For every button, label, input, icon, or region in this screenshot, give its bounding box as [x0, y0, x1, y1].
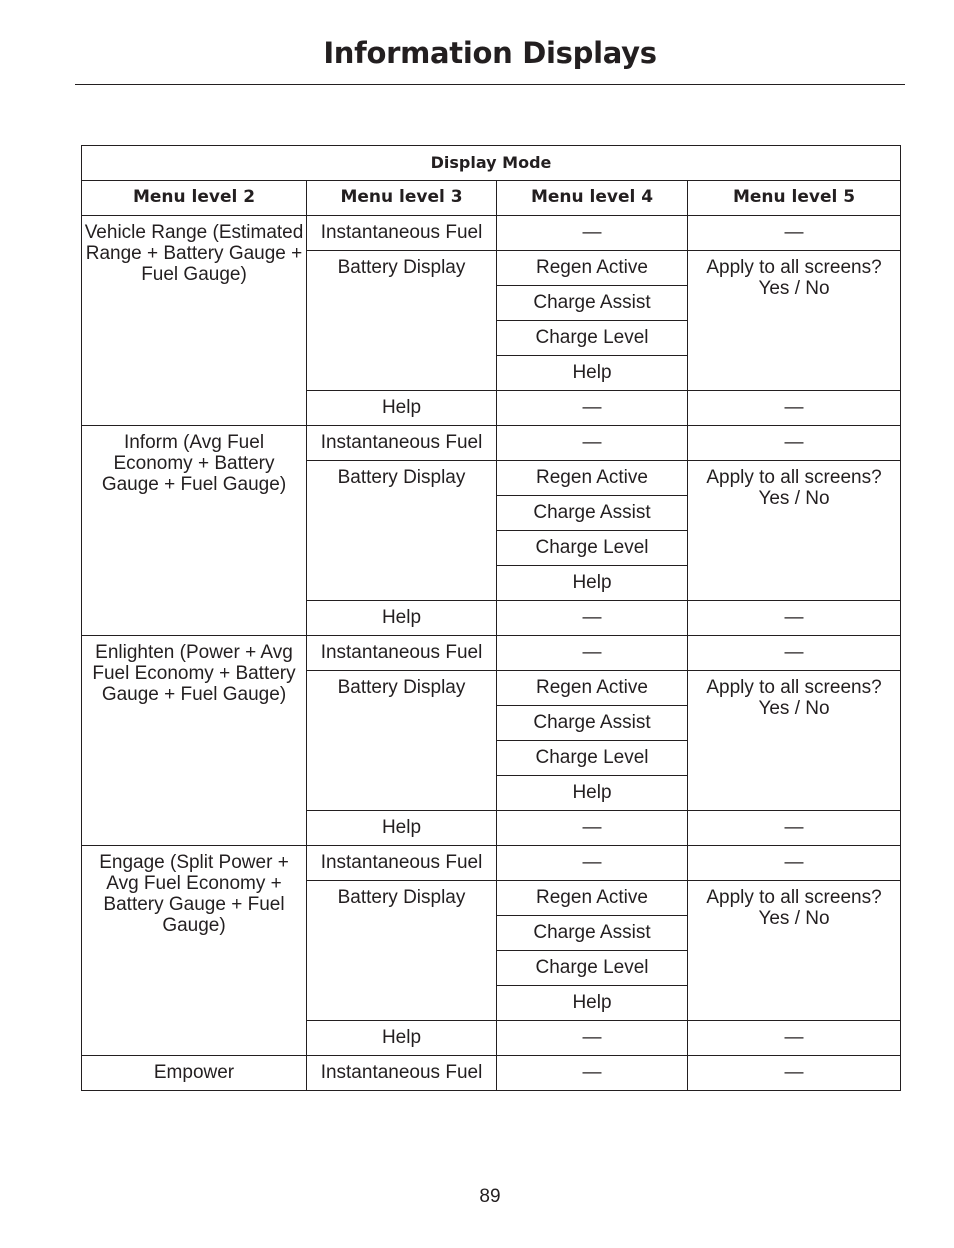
table-caption: Display Mode	[82, 146, 901, 181]
menu-level5-cell: Apply to all screens? Yes / No	[688, 251, 901, 391]
column-header-level4: Menu level 4	[497, 181, 688, 216]
menu-level3-cell: Instantaneous Fuel	[307, 846, 497, 881]
menu-level5-cell: —	[688, 1056, 901, 1091]
menu-level5-cell: —	[688, 846, 901, 881]
menu-level4-cell: —	[497, 216, 688, 251]
menu-level4-cell: —	[497, 601, 688, 636]
menu-level4-cell: —	[497, 426, 688, 461]
menu-level3-cell: Help	[307, 1021, 497, 1056]
table-body	[82, 216, 901, 1091]
table-row	[82, 1056, 901, 1091]
column-header-level5: Menu level 5	[688, 181, 901, 216]
menu-level3-cell: Battery Display	[307, 671, 497, 811]
menu-level2-cell: Enlighten (Power + Avg Fuel Economy + Battery Gauge + Fuel Gauge)	[82, 636, 307, 846]
menu-level4-cell: Charge Level	[497, 531, 688, 566]
menu-level3-cell: Battery Display	[307, 251, 497, 391]
menu-level4-cell: Help	[497, 566, 688, 601]
menu-level5-cell: Apply to all screens? Yes / No	[688, 671, 901, 811]
menu-level3-cell: Instantaneous Fuel	[307, 216, 497, 251]
menu-level2-cell: Empower	[82, 1056, 307, 1091]
table-row	[82, 636, 901, 671]
page-number: 89	[479, 1186, 501, 1207]
menu-level3-cell: Instantaneous Fuel	[307, 636, 497, 671]
page-title: Information Displays	[323, 36, 657, 70]
menu-level4-cell: Help	[497, 776, 688, 811]
menu-level3-cell: Instantaneous Fuel	[307, 1056, 497, 1091]
menu-level5-cell: Apply to all screens? Yes / No	[688, 881, 901, 1021]
menu-level4-cell: Regen Active	[497, 461, 688, 496]
menu-level5-cell: —	[688, 216, 901, 251]
menu-level4-cell: —	[497, 1056, 688, 1091]
menu-level4-cell: —	[497, 846, 688, 881]
menu-level4-cell: Charge Assist	[497, 286, 688, 321]
menu-level5-cell: —	[688, 636, 901, 671]
display-mode-table	[81, 145, 901, 1091]
menu-level4-cell: —	[497, 391, 688, 426]
menu-level3-cell: Help	[307, 811, 497, 846]
menu-level2-cell: Engage (Split Power + Avg Fuel Economy + Battery Gauge + Fuel Gauge)	[82, 846, 307, 1056]
menu-level5-cell: —	[688, 811, 901, 846]
menu-level5-cell: —	[688, 601, 901, 636]
title-divider	[75, 84, 905, 85]
menu-level4-cell: Charge Assist	[497, 496, 688, 531]
menu-level3-cell: Battery Display	[307, 461, 497, 601]
table-row	[82, 216, 901, 251]
menu-level5-cell: Apply to all screens? Yes / No	[688, 461, 901, 601]
menu-level5-cell: —	[688, 1021, 901, 1056]
menu-level4-cell: —	[497, 1021, 688, 1056]
menu-level5-cell: —	[688, 426, 901, 461]
menu-level4-cell: Charge Assist	[497, 916, 688, 951]
menu-level3-cell: Help	[307, 391, 497, 426]
menu-level4-cell: Help	[497, 986, 688, 1021]
menu-level4-cell: Charge Level	[497, 951, 688, 986]
menu-level3-cell: Instantaneous Fuel	[307, 426, 497, 461]
menu-level3-cell: Battery Display	[307, 881, 497, 1021]
menu-level4-cell: —	[497, 811, 688, 846]
menu-level4-cell: Charge Assist	[497, 706, 688, 741]
menu-level4-cell: Help	[497, 356, 688, 391]
menu-level4-cell: Regen Active	[497, 671, 688, 706]
menu-level4-cell: Charge Level	[497, 321, 688, 356]
menu-level4-cell: Regen Active	[497, 881, 688, 916]
menu-level4-cell: —	[497, 636, 688, 671]
menu-level2-cell: Vehicle Range (Estimated Range + Battery Gauge + Fuel Gauge)	[82, 216, 307, 426]
column-header-level2: Menu level 2	[82, 181, 307, 216]
menu-level2-cell: Inform (Avg Fuel Economy + Battery Gauge + Fuel Gauge)	[82, 426, 307, 636]
menu-level4-cell: Charge Level	[497, 741, 688, 776]
table-row	[82, 426, 901, 461]
menu-level5-cell: —	[688, 391, 901, 426]
menu-level4-cell: Regen Active	[497, 251, 688, 286]
menu-level3-cell: Help	[307, 601, 497, 636]
column-header-level3: Menu level 3	[307, 181, 497, 216]
table-row	[82, 846, 901, 881]
